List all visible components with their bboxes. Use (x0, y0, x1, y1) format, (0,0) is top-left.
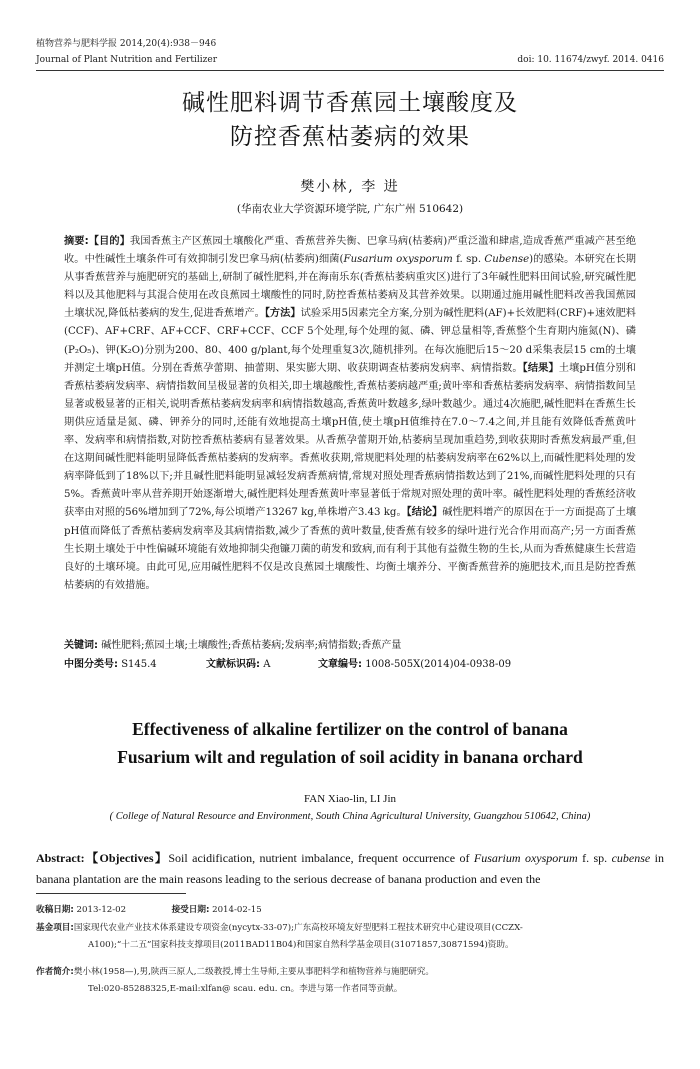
received-label: 收稿日期: (36, 905, 74, 915)
fund-line2: A100);“十二五”国家科技支撑项目(2011BAD11B04)和国家自然科学基金项目(31071857,30871594)资助。 (88, 940, 514, 950)
footnote-dates (36, 902, 664, 919)
fund-label: 基金项目: (36, 923, 74, 933)
journal-header-cn: 植物营养与肥料学报 2014,20(4):938－946 (36, 39, 217, 49)
cn-objective-cont: )的感染。本研究在长期从事香蕉营养与施肥研究的基础上,研制了碱性肥料,并在海南乐东(香蕉枯萎病重灾区)进行了3年碱性肥料田间试验,研究碱性肥料以及其他肥料与其混合使用在改良蕉园土壤酸性的同时,防控香蕉枯萎病及其营养效果。以期通过施用碱性肥料改善我国蕉园土壤状况,降低枯萎病的发生,促进香蕉增产。 (64, 254, 636, 320)
cn-cubense-term: Cubense (484, 254, 530, 266)
cn-title-line2: 防控香蕉枯萎病的效果 (230, 124, 470, 150)
en-abstract-text-a: Soil acidification, nutrient imbalance, frequent occurrence of (168, 851, 474, 865)
accepted-date: 2014-02-15 (212, 905, 262, 915)
cn-fusarium-term: Fusarium oxysporum (343, 254, 453, 266)
author-bio-line1: 樊小林(1958—),男,陕西三原人,二级教授,博士生导师,主要从事肥料学和植物营养与施肥研究。 (73, 967, 435, 977)
en-cubense-term: cubense (611, 851, 651, 865)
clc-label: 中图分类号: (64, 659, 118, 670)
fund-line1: 国家现代农业产业技术体系建设专项资金(nycytx-33-07);广东高校环境友好型肥料工程技术研究中心建设项目(CCZX- (73, 923, 523, 933)
header-rule (36, 70, 664, 71)
cn-affiliation: (华南农业大学资源环境学院, 广东广州 510642) (236, 203, 464, 215)
cn-abstract-label: 摘要: (64, 236, 89, 247)
cn-result-label: 【结果】 (522, 362, 559, 374)
en-affiliation: ( College of Natural Resource and Environment, South China Agricultural University, Guangzhou 510642, China) (109, 811, 591, 822)
cn-keywords-label: 关键词: (64, 640, 98, 651)
received-date: 2013-12-02 (76, 905, 127, 915)
cn-method-label: 【方法】 (264, 308, 301, 320)
cn-result-text: 土壤pH值分别和香蕉枯萎病发病率、病情指数间呈极显著的负相关,即土壤越酸性,香蕉枯萎病越严重;黄叶率和香蕉枯萎病发病率、病情指数间呈显著或极显著的正相关,说明香蕉枯萎病发病率和病情指数越高,香蕉黄叶数越多,绿叶数越少。通过4次施肥,碱性肥料在香蕉生长期供应适量是氮、磷、钾养分的同时,还能有效地提高土壤pH值,使土壤pH值维持在7.0～7.4之间,并且能有效降低香蕉黄叶率、发病率和病情指数,对防控香蕉枯萎病有显著效果。从香蕉孕蕾期开始,枯萎病呈现加重趋势,到收获期时香蕉发病最严重,但在这期间碱性肥料能明显降低香蕉枯萎病的发病率。香蕉收获期,常规肥料处理的枯萎病发病率在62%以上,而碱性肥料处理的发病率降低到了18%以下;并且碱性肥料能明显减轻发病香蕉病情,常规对照处理香蕉病情指数达到了21%,而碱性肥料处理的只有5%。香蕉黄叶率从营养期开始逐渐增大,碱性肥料处理香蕉黄叶率显著低于常规对照处理的黄叶率。碱性肥料处理的香蕉经济收获率由对照的56%增加到了72%,每公顷增产13267 kg,单株增产3.43 kg。 (64, 362, 637, 519)
author-bio-label: 作者简介: (36, 967, 74, 977)
en-title-line2: Fusarium wilt and regulation of soil acidity in banana orchard (117, 747, 583, 767)
en-objectives-label: 【Objectives】 (84, 851, 169, 865)
article-no-value: 1008-505X(2014)04-0938-09 (365, 659, 512, 670)
cn-abstract (64, 233, 636, 595)
cn-keywords-line (64, 636, 636, 651)
cn-title-line1: 碱性肥料调节香蕉园土壤酸度及 (182, 90, 518, 116)
cn-keywords: 碱性肥料;蕉园土壤;土壤酸性;香蕉枯萎病;发病率;病情指数;香蕉产量 (101, 640, 402, 651)
doc-code-value: A (263, 659, 271, 670)
en-abstract-label: Abstract: (36, 851, 85, 865)
footnote-author (36, 964, 664, 998)
cn-conclusion-label: 【结论】 (406, 507, 443, 519)
article-no-label: 文章编号: (318, 659, 362, 670)
en-abstract-text-c: in banana plantation are the main reasons leading to the serious decrease of banana production and even the (36, 851, 665, 886)
accepted-label: 接受日期: (171, 905, 210, 915)
footnote-fund (36, 920, 664, 954)
doi: doi: 10. 11674/zwyf. 2014. 0416 (517, 55, 664, 65)
clc-value: S145.4 (121, 659, 157, 670)
en-fusarium-term: Fusarium oxysporum (473, 851, 578, 865)
cn-objective-label: 【目的】 (88, 236, 131, 247)
en-authors: FAN Xiao-lin, LI Jin (303, 793, 397, 805)
en-abstract (36, 848, 664, 890)
doc-code-label: 文献标识码: (206, 659, 260, 670)
journal-header-row (36, 55, 664, 65)
cn-method-text: 试验采用5因素完全方案,分别为碱性肥料(AF)+长效肥料(CRF)+速效肥料(CCF)、AF+CRF、AF+CCF、CRF+CCF、CCF 5个处理,每个处理的氮、磷、钾总量相等,香蕉整个生育期内施氮(N)、磷(P₂O₅)、钾(K₂O)分别为200、80、400 g/plant,每个处理重复3次,随机排列。在每次施肥后15～20 d采集表层15 cm的土壤并测定土壤pH值。分别在香蕉孕蕾期、抽蕾期、果实膨大期、收获期调查枯萎病发病率、病情指数。 (64, 308, 636, 374)
journal-header-en: Journal of Plant Nutrition and Fertilizer (36, 55, 218, 65)
cn-classification-line (64, 655, 636, 670)
author-bio-line2: Tel:020-85288325,E-mail:xlfan@ scau. edu. cn。李进与第一作者同等贡献。 (88, 984, 403, 994)
en-abstract-text-b: f. sp. (577, 851, 612, 865)
cn-fsp: f. sp. (452, 254, 482, 266)
footnote-rule (36, 893, 186, 894)
en-title-line1: Effectiveness of alkaline fertilizer on the control of banana (132, 719, 568, 739)
cn-authors: 樊小林, 李 进 (300, 179, 400, 195)
cn-conclusion-text: 碱性肥料增产的原因在于一方面提高了土壤pH值而降低了香蕉枯萎病发病率及其病情指数,减少了香蕉的黄叶数量,使香蕉有较多的绿叶进行光合作用而高产;另一方面香蕉生长期土壤处于中性偏碱环境能有效地抑制尖孢镰刀菌的萌发和致病,而有利于其他有益微生物的生长,从而为香蕉健康生长营造良好的土壤环境。由此可见,应用碱性肥料不仅是改良蕉园土壤酸性、均衡土壤养分、平衡香蕉营养的施肥技术,而且是防控香蕉枯萎病的有效措施。 (64, 507, 637, 591)
cn-objective-text: 我国香蕉主产区蕉园土壤酸化严重、香蕉营养失衡、巴拿马病(枯萎病)严重泛滥和肆虐,造成香蕉严重减产甚至绝收。中性碱性土壤条件可有效抑制引发巴拿马病(枯萎病)细菌( (64, 236, 637, 266)
